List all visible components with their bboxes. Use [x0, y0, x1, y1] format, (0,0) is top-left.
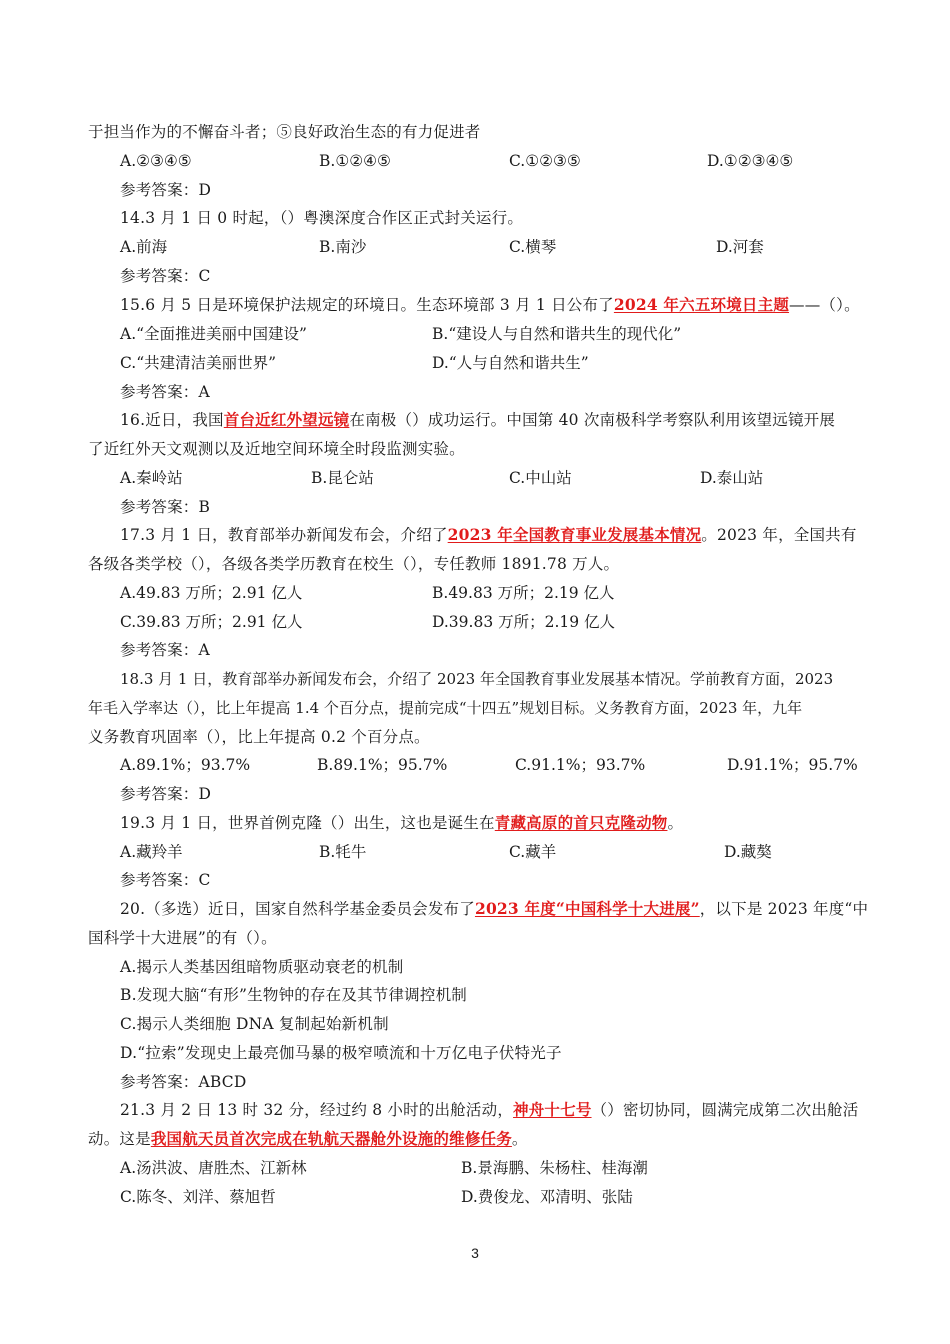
- q19-option-c: C.藏羊: [509, 843, 557, 861]
- q18-stem-line1: 18.3 月 1 日，教育部举办新闻发布会，介绍了 2023 年全国教育事业发展基本情况。学前教育方面，2023: [120, 670, 834, 688]
- q13-answer: 参考答案：D: [120, 181, 212, 199]
- q20-stem-line2: 国科学十大进展”的有（）。: [88, 929, 277, 947]
- q17-stem-line1: 17.3 月 1 日，教育部举办新闻发布会，介绍了2023 年全国教育事业发展基本情况。2023 年，全国共有: [120, 525, 857, 544]
- q20-option-c: C.揭示人类细胞 DNA 复制起始新机制: [120, 1015, 389, 1033]
- q17-option-d: D.39.83 万所；2.19 亿人: [432, 613, 616, 631]
- q18-option-b: B.89.1%；95.7%: [317, 756, 448, 774]
- q21-stem-line2: 动。这是我国航天员首次完成在轨航天器舱外设施的维修任务。: [88, 1129, 528, 1148]
- q19-option-a: A.藏羚羊: [120, 843, 183, 861]
- q14-stem: 14.3 月 1 日 0 时起，（）粤澳深度合作区正式封关运行。: [120, 209, 524, 227]
- q17-highlight: 2023 年全国教育事业发展基本情况: [447, 525, 702, 544]
- q14-option-c: C.横琴: [509, 238, 557, 256]
- q19-option-b: B.牦牛: [319, 843, 367, 861]
- q16-option-c: C.中山站: [509, 469, 572, 487]
- q21-option-d: D.费俊龙、邓清明、张陆: [461, 1188, 633, 1206]
- q17-option-b: B.49.83 万所；2.19 亿人: [432, 584, 615, 602]
- q19-highlight: 青藏高原的首只克隆动物: [494, 813, 668, 832]
- q16-stem-line1: 16.近日，我国首台近红外望远镜在南极（）成功运行。中国第 40 次南极科学考察队利用该望远镜开展: [120, 410, 836, 429]
- q13-option-c: C.①②③⑤: [509, 152, 581, 170]
- q21-option-b: B.景海鹏、朱杨柱、桂海潮: [461, 1159, 648, 1177]
- q16-option-a: A.秦岭站: [120, 469, 183, 487]
- q16-stem-line2: 了近红外天文观测以及近地空间环境全时段监测实验。: [88, 440, 465, 458]
- q16-option-d: D.泰山站: [700, 469, 764, 487]
- q18-option-c: C.91.1%；93.7%: [515, 756, 646, 774]
- q20-highlight: 2023 年度“中国科学十大进展”: [474, 899, 700, 918]
- q13-option-b: B.①②④⑤: [319, 152, 391, 170]
- q15-highlight: 2024 年六五环境日主题: [613, 295, 790, 314]
- q15-option-d: D.“人与自然和谐共生”: [432, 354, 589, 372]
- q15-option-a: A.“全面推进美丽中国建设”: [120, 325, 307, 343]
- q17-stem-line2: 各级各类学校（），各级各类学历教育在校生（），专任教师 1891.78 万人。: [88, 555, 620, 573]
- q21-stem-line1: 21.3 月 2 日 13 时 32 分，经过约 8 小时的出舱活动，神舟十七号（）密切协同，圆满完成第二次出舱活: [120, 1100, 859, 1119]
- q18-option-d: D.91.1%；95.7%: [727, 756, 858, 774]
- q20-option-d: D.“拉索”发现史上最亮伽马暴的极窄喷流和十万亿电子伏特光子: [120, 1044, 562, 1062]
- q15-option-b: B.“建设人与自然和谐共生的现代化”: [432, 325, 682, 343]
- q19-stem: 19.3 月 1 日，世界首例克隆（）出生，这也是诞生在青藏高原的首只克隆动物。: [120, 813, 684, 832]
- q14-option-d: D.河套: [716, 238, 764, 256]
- q20-answer: 参考答案：ABCD: [120, 1073, 247, 1091]
- q20-stem-line1: 20.（多选）近日，国家自然科学基金委员会发布了2023 年度“中国科学十大进展”，以下是 2023 年度“中: [120, 899, 869, 918]
- q19-answer: 参考答案：C: [120, 871, 211, 889]
- q16-answer: 参考答案：B: [120, 498, 211, 516]
- q15-answer: 参考答案：A: [120, 383, 210, 401]
- page-number: 3: [471, 1245, 479, 1261]
- q14-answer: 参考答案：C: [120, 267, 211, 285]
- q20-option-b: B.发现大脑“有形”生物钟的存在及其节律调控机制: [120, 986, 467, 1004]
- q20-option-a: A.揭示人类基因组暗物质驱动衰老的机制: [120, 958, 404, 976]
- q16-highlight: 首台近红外望远镜: [223, 410, 350, 429]
- q18-stem-line3: 义务教育巩固率（），比上年提高 0.2 个百分点。: [88, 728, 430, 746]
- q13-stem-continuation: 于担当作为的不懈奋斗者；⑤良好政治生态的有力促进者: [88, 123, 481, 141]
- q17-answer: 参考答案：A: [120, 641, 210, 659]
- q17-option-c: C.39.83 万所；2.91 亿人: [120, 613, 303, 631]
- q21-option-a: A.汤洪波、唐胜杰、江新林: [120, 1159, 307, 1177]
- q18-stem-line2: 年毛入学率达（），比上年提高 1.4 个百分点，提前完成“十四五”规划目标。义务教育方面，2023 年，九年: [88, 699, 803, 717]
- q13-option-d: D.①②③④⑤: [707, 152, 794, 170]
- q14-option-b: B.南沙: [319, 238, 367, 256]
- q21-highlight-2: 我国航天员首次完成在轨航天器舱外设施的维修任务: [150, 1129, 512, 1148]
- q16-option-b: B.昆仑站: [311, 469, 374, 487]
- q14-option-a: A.前海: [120, 238, 168, 256]
- q18-option-a: A.89.1%；93.7%: [120, 756, 251, 774]
- q15-stem: 15.6 月 5 日是环境保护法规定的环境日。生态环境部 3 月 1 日公布了2024 年六五环境日主题——（）。: [120, 295, 860, 314]
- q19-option-d: D.藏獒: [724, 843, 772, 861]
- q17-option-a: A.49.83 万所；2.91 亿人: [120, 584, 303, 602]
- q18-answer: 参考答案：D: [120, 785, 212, 803]
- q21-option-c: C.陈冬、刘洋、蔡旭哲: [120, 1188, 276, 1206]
- q13-option-a: A.②③④⑤: [120, 152, 192, 170]
- q15-option-c: C.“共建清洁美丽世界”: [120, 354, 277, 372]
- q21-highlight-1: 神舟十七号: [513, 1100, 592, 1119]
